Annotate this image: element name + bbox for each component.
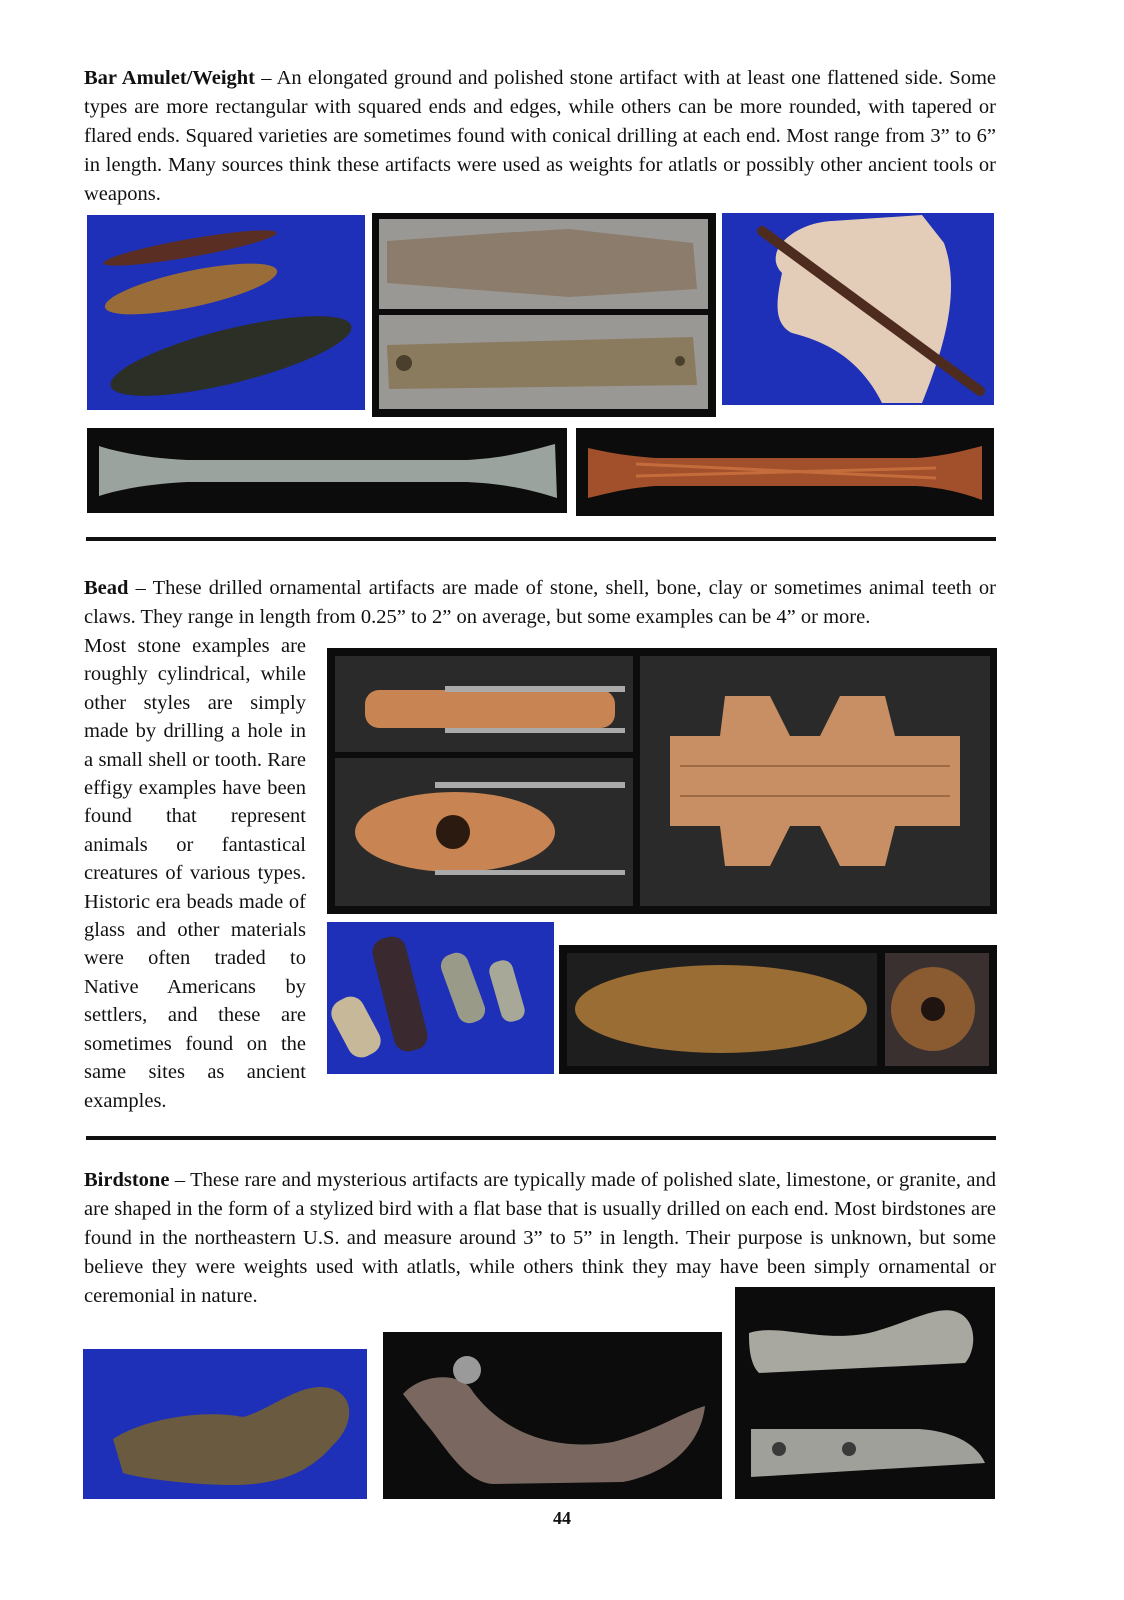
page-number: 44 — [553, 1508, 571, 1528]
birdstone-photo-two-views — [735, 1287, 995, 1499]
bar-amulet-paragraph — [84, 64, 996, 209]
bead-photo-effigy-group — [327, 648, 997, 914]
bar-amulet-photo-blue-three — [87, 215, 365, 410]
bar-amulet-term: Bar Amulet/Weight — [84, 67, 256, 89]
bar-amulet-photo-squared — [372, 213, 716, 417]
bead-paragraph — [84, 574, 996, 632]
bar-amulet-photo-grey-bar — [87, 428, 567, 513]
bar-amulet-photo-hand — [722, 213, 994, 405]
birdstone-photo-blue — [83, 1349, 367, 1499]
birdstone-photo-black — [383, 1332, 722, 1499]
bar-amulet-text: – An elongated ground and polished stone artifact with at least one flattened side. Some types are more rectangular with squared ends and edges, while others can be more rounded, with tapered or flared ends. Squared varieties are sometimes found with conical drilling at each end. Most range from 3” to 6” in length. Many sources think these artifacts were used as weights for atlatls or possibly other ancient tools or weapons. — [84, 67, 996, 205]
bead-photo-barrel — [559, 945, 997, 1074]
section-divider-2 — [86, 1136, 996, 1140]
birdstone-term: Birdstone — [84, 1169, 170, 1191]
bead-term: Bead — [84, 577, 129, 599]
bead-text: – These drilled ornamental artifacts are made of stone, shell, bone, clay or sometimes animal teeth or claws. They range in length from 0.25” to 2” on average, but some examples can be 4” or more. — [84, 577, 996, 628]
bead-photo-cylinders-blue — [327, 922, 554, 1074]
bead-side-text: Most stone examples are roughly cylindrical, while other styles are simply made by drilling a hole in a small shell or tooth. Rare effigy examples have been found that represent animals or fantastical creatures of various types. Historic era beads made of glass and other materials were often traded to Native Americans by settlers, and these are sometimes found on the same sites as ancient examples. — [84, 635, 306, 1112]
birdstone-text: – These rare and mysterious artifacts are typically made of polished slate, limestone, or granite, and are shaped in the form of a stylized bird with a flat base that is usually drilled on each end. Most birdstones are found in the northeastern U.S. and measure around 3” to 5” in length. Their purpose is unknown, but some believe they were weights used with atlatls, while others think they may have been simply ornamental or ceremonial in nature. — [84, 1169, 996, 1307]
bar-amulet-photo-red-bar — [576, 428, 994, 516]
section-divider-1 — [86, 537, 996, 541]
